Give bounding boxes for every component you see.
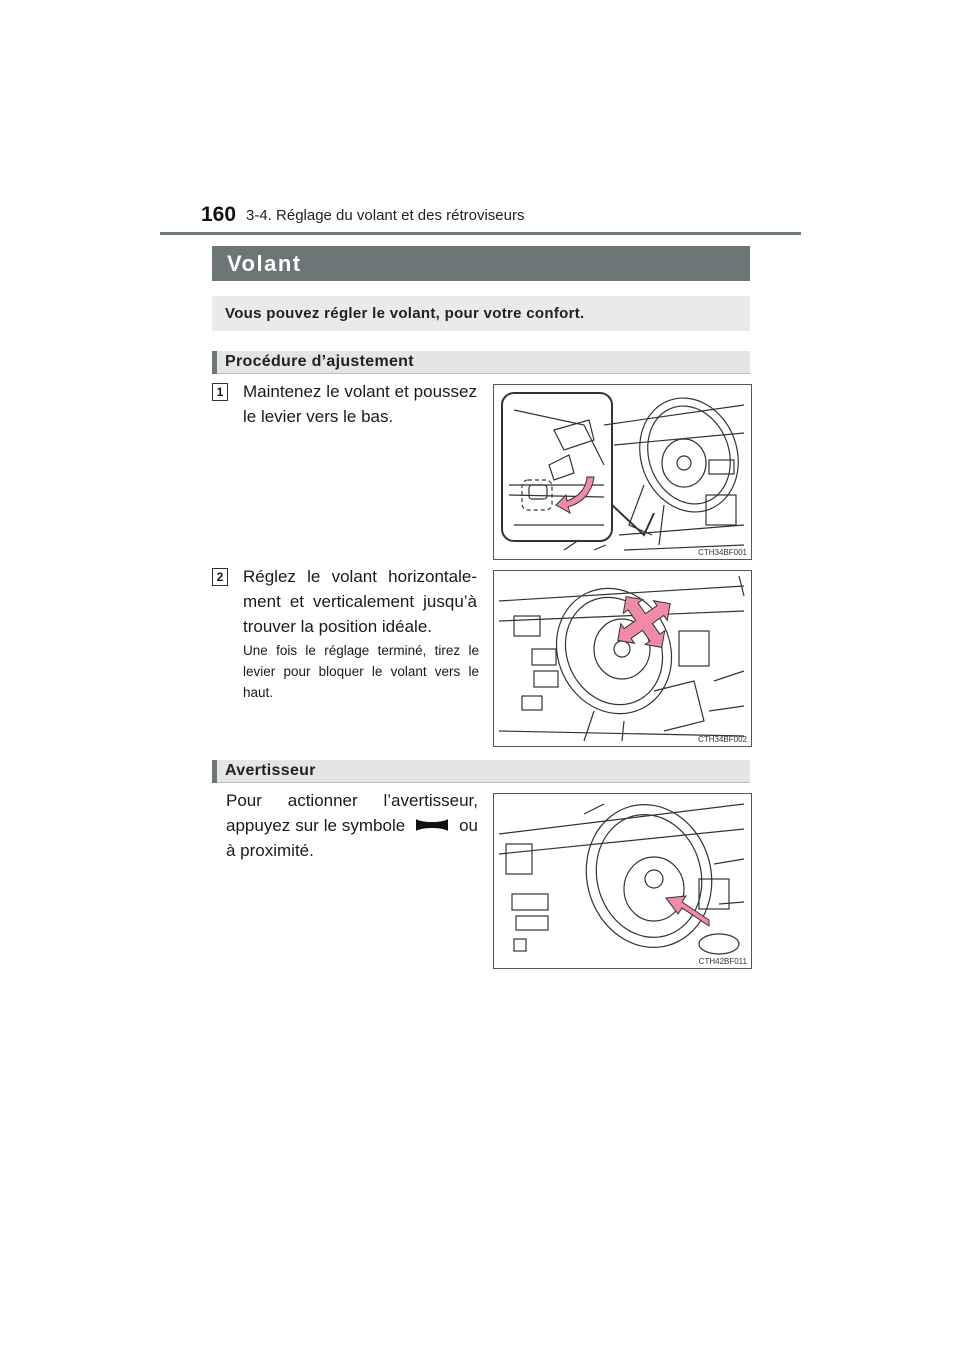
figure-code-3: CTH42BF011 [698,957,747,966]
section-heading-label: Avertisseur [225,762,316,779]
horn-illustration [494,794,751,968]
horn-text-before: Pour actionner l’avertisseur, appuyez sur le symbole [226,791,478,835]
section-heading-horn [212,760,750,783]
section-marker [212,760,217,783]
figure-horn [493,793,752,969]
horn-text-after: ou à proximité. [226,816,478,860]
title-bar [212,246,750,281]
figure-steering-adjust [493,570,752,747]
steering-adjust-illustration [494,571,751,746]
section-heading-label: Procédure d’ajustement [225,353,414,370]
step-2-text: Réglez le volant horizontale- ment et verticalement jusqu’à trouver la position idéale. [243,567,477,636]
figure-steering-lever [493,384,752,560]
horn-icon [410,817,454,833]
header-rule [160,232,801,235]
figure-code-1: CTH34BF001 [698,548,747,557]
page-number: 160 [201,203,237,226]
step-badge-1: 1 [212,383,228,401]
page-title: Volant [227,251,302,276]
intro-box [212,296,750,331]
section-marker [212,351,217,374]
running-header: 3-4. Réglage du volant et des rétroviseurs [246,207,525,224]
section-heading-procedure [212,351,750,374]
steering-lever-illustration [494,385,751,559]
step-1-text: Maintenez le volant et poussez le levier vers le bas. [243,382,477,426]
step-badge-2: 2 [212,568,228,586]
horn-text [226,788,478,863]
intro-text: Vous pouvez régler le volant, pour votre confort. [225,305,585,322]
step-2-note: Une fois le réglage terminé, tirez le levier pour bloquer le volant vers le haut. [243,643,479,700]
figure-code-2: CTH34BF002 [698,735,747,744]
